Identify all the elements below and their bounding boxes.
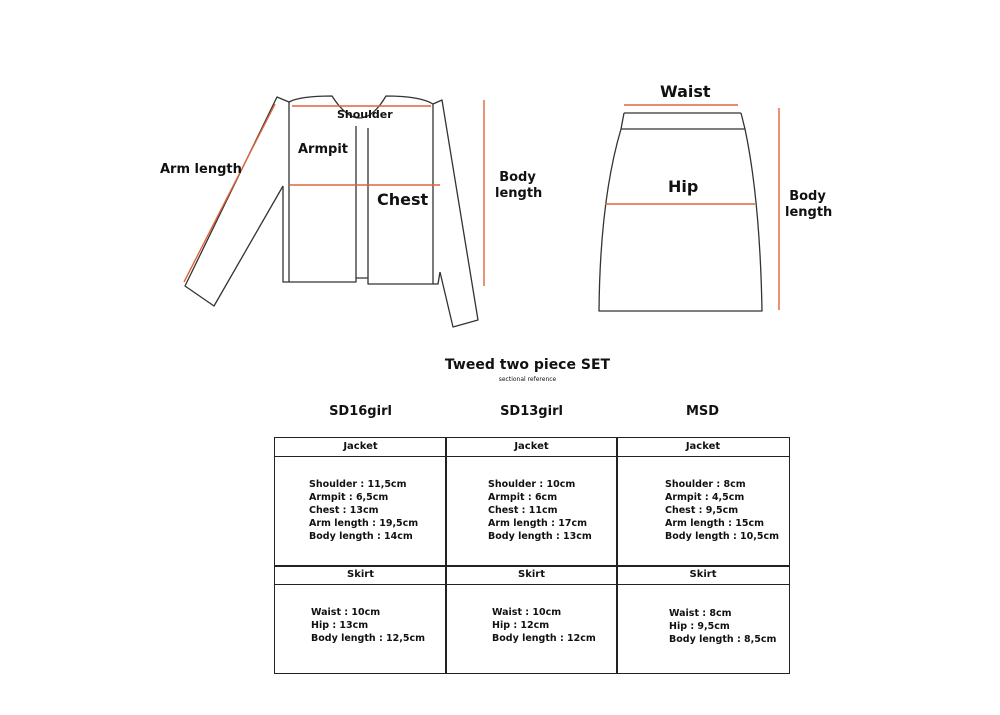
skirt-measurements xyxy=(492,606,596,645)
jacket-cell-sd13girl xyxy=(445,437,618,567)
measurement-arm-length: Arm length : 15cm xyxy=(665,518,764,529)
measurement-waist: Waist : 8cm xyxy=(669,608,732,619)
measurement-body-length: Body length : 10,5cm xyxy=(665,531,780,542)
measurement-arm-length: Arm length : 17cm xyxy=(488,518,587,529)
skirt-measurements xyxy=(311,606,425,645)
page-title: Tweed two piece SET xyxy=(444,357,611,373)
shoulder-label: Shoulder xyxy=(337,108,393,121)
jacket-header: Jacket xyxy=(446,438,617,457)
jacket-body-length-line1: Body xyxy=(499,170,536,185)
jacket-cell-msd xyxy=(616,437,790,567)
skirt-header: Skirt xyxy=(446,566,617,585)
measurement-chest: Chest : 9,5cm xyxy=(665,505,739,516)
jacket-measurements xyxy=(665,478,779,543)
skirt-body-length-line2: length xyxy=(785,205,833,221)
measurement-hip: Hip : 12cm xyxy=(492,620,550,631)
model-name-sd16girl: SD16girl xyxy=(329,404,392,419)
measurement-body-length: Body length : 8,5cm xyxy=(669,634,777,645)
waist-label: Waist xyxy=(660,82,711,101)
arm-length-label: Arm length xyxy=(160,162,242,177)
jacket-measure-lines xyxy=(184,100,484,286)
jacket-body-length-label xyxy=(495,170,543,203)
model-name-msd: MSD xyxy=(685,404,720,419)
measurement-body-length: Body length : 13cm xyxy=(488,531,592,542)
skirt-header: Skirt xyxy=(275,566,446,585)
measurement-armpit: Armpit : 6,5cm xyxy=(309,492,389,503)
jacket-measurements xyxy=(488,478,592,543)
measurement-shoulder: Shoulder : 11,5cm xyxy=(309,479,407,490)
chest-label: Chest xyxy=(377,190,429,209)
skirt-measure-lines xyxy=(605,105,779,310)
measurement-shoulder: Shoulder : 8cm xyxy=(665,479,746,490)
page-subtitle: sectional reference xyxy=(498,376,557,383)
jacket-header: Jacket xyxy=(617,438,789,457)
jacket-cell-sd16girl xyxy=(274,437,447,567)
measurement-waist: Waist : 10cm xyxy=(311,607,381,618)
hip-label: Hip xyxy=(668,177,699,196)
model-name-sd13girl: SD13girl xyxy=(500,404,563,419)
skirt-cell-sd13girl xyxy=(445,565,618,674)
measurement-armpit: Armpit : 6cm xyxy=(488,492,558,503)
measurement-hip: Hip : 13cm xyxy=(311,620,369,631)
measurement-body-length: Body length : 14cm xyxy=(309,531,413,542)
skirt-cell-msd xyxy=(616,565,790,674)
measurement-shoulder: Shoulder : 10cm xyxy=(488,479,576,490)
skirt-cell-sd16girl xyxy=(274,565,447,674)
skirt-header: Skirt xyxy=(617,566,789,585)
measurement-arm-length: Arm length : 19,5cm xyxy=(309,518,419,529)
armpit-label: Armpit xyxy=(298,142,348,157)
skirt-measurements xyxy=(669,607,776,646)
skirt-body-length-line1: Body xyxy=(789,189,826,204)
measurement-hip: Hip : 9,5cm xyxy=(669,621,730,632)
measurement-armpit: Armpit : 4,5cm xyxy=(665,492,745,503)
measurement-body-length: Body length : 12,5cm xyxy=(311,633,426,644)
skirt-outline xyxy=(599,113,762,311)
jacket-header: Jacket xyxy=(275,438,446,457)
measurement-waist: Waist : 10cm xyxy=(492,607,562,618)
measurement-body-length: Body length : 12cm xyxy=(492,633,596,644)
skirt-body-length-label xyxy=(785,189,833,222)
jacket-body-length-line2: length xyxy=(495,186,543,202)
jacket-measurements xyxy=(309,478,418,543)
measurement-chest: Chest : 11cm xyxy=(488,505,558,516)
measurement-chest: Chest : 13cm xyxy=(309,505,379,516)
jacket-outline xyxy=(185,96,478,327)
